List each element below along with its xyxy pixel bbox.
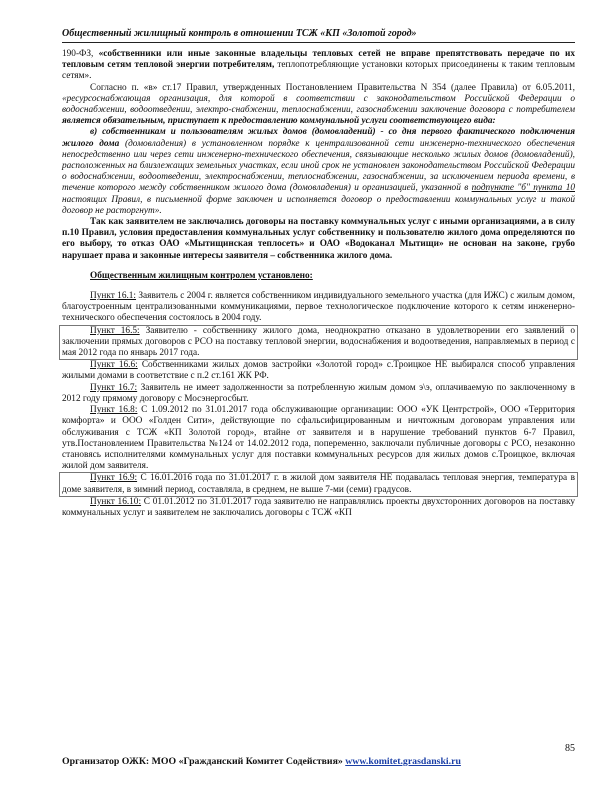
paragraph-clause-v — [62, 127, 575, 217]
text-run: теплопотребляющие установки которых присоединены к таким тепловым сетям». — [62, 60, 575, 82]
paragraph-conclusion: Так как заявителем не заключались договоры на поставку коммунальных услуг с иными организациями, а в силу п.10 Правил, условия предоставления коммунальных услуг собственнику и пользователю жилого дома определяются по его выбору, то отказ ОАО «Мытищинская теплосеть» и ОАО «Водоканал Мытищи» не основан на законе, грубо нарушает права и законные интересы заявителя – собственника жилого дома. — [62, 217, 575, 261]
item-label: Пункт 16.9: — [90, 473, 138, 484]
paragraph-rules — [62, 83, 575, 128]
item-label: Пункт 16.1: — [90, 291, 137, 302]
item-text: Заявителю - собственнику жилого дома, неоднократно отказано в удовлетворении его заявлений о заключении прямых договоров с РСО на поставку тепловой энергии, водоснабжения и водоотведения, направляемых в период с мая 2012 года по январь 2017 года. — [62, 325, 575, 359]
paragraph-law — [62, 49, 575, 83]
footer-text: Организатор ОЖК: МОО «Гражданский Комитет Содействия» — [62, 756, 346, 767]
footer — [62, 756, 461, 767]
bold-italic-quote: в) собственникам и пользователям жилых домов (домовладений) - со дня первого фактического подключения жилого дома — [62, 127, 575, 149]
item-16-5 — [59, 325, 578, 361]
item-label: Пункт 16.6: — [90, 360, 138, 371]
item-16-7 — [62, 383, 575, 405]
item-16-1 — [62, 291, 575, 325]
item-text: С 1.09.2012 по 31.01.2017 года обслуживающие организации: ООО «УК Центрстрой», ООО «Территория комфорта» и ООО «Голден Сити», действующие по сфальсифицированным и ничтожным договорам управления или обслуживания с ТСЖ «КП Золотой город», втайне от заявителя и в нарушение требований пунктов 6-7 Правил, утв.Постановлением Правительства №124 от 14.02.2012 года, попеременно, заключали публичные договоры с РСО, незаконно становясь исполнителями коммунальных услуг для поставки коммунальных ресурсов для жилых домов с.Троицкое, включая жилой дом заявителя. — [62, 405, 575, 472]
item-label: Пункт 16.7: — [90, 382, 138, 393]
document-body — [62, 49, 575, 519]
italic-quote: настоящих Правил, в письменной форме заключен и исполняется договор о предоставлении коммунальных услуг и такой договор не расторгнут». — [62, 194, 575, 216]
header-rule — [62, 42, 575, 43]
page-number: 85 — [565, 743, 575, 754]
item-16-6 — [62, 360, 575, 382]
item-text: Собственниками жилых домов застройки «Золотой город» с.Троицкое НЕ выбирался способ управления жилыми домами в соответствие с п.2 ст.161 ЖК РФ. — [62, 360, 575, 382]
italic-quote: «ресурсоснабжающая организация, для которой в соответствии с законодательством Российской Федерации о водоснабжении, водоотведении, электро-снабжении, теплоснабжении, газоснабжении заключение договора с потребителем — [62, 93, 575, 116]
item-16-10 — [62, 497, 575, 519]
text-run: 190-ФЗ, — [62, 49, 99, 59]
text-run: Согласно п. «в» ст.17 Правил, утвержденных Постановлением Правительства N 354 (далее Правила) от 6.05.2011, — [90, 82, 575, 93]
italic-quote: (домовладения) в установленном порядке к централизованной сети инженерно-технического обеспечения непосредственно или через сети инженерно-технического обеспечения, связывающие несколько жилых домов (домовладений), расположенных на близлежащих земельных участках, если иной срок не установлен законодательством Российской Федерации о водоснабжении, водоотведении, электроснабжении, теплоснабжении, газоснабжении, за исключением периода времени, в течение которого между собственником жилого дома (домовладения) и организацией, указанной в — [62, 138, 575, 194]
item-text: Заявитель с 2004 г. является собственником индивидуального земельного участка (для ИЖС) с жилым домом, благоустроенным централизованными коммуникациями, первое технологическое подключение которого к сетям инженерно-технического обеспечения состоялось в 2004 году. — [62, 291, 575, 324]
bold-italic-quote: является обязательным, приступает к предоставлению коммунальной услуги соответствующего вида: — [62, 116, 496, 127]
item-16-8 — [62, 405, 575, 472]
item-label: Пункт 16.5: — [90, 325, 140, 336]
item-text: С 01.01.2012 по 31.01.2017 года заявителю не направлялись проекты двухсторонних договоров на поставку коммунальных услуг и заявителем не заключались договоры с ТСЖ «КП — [62, 496, 575, 518]
item-label: Пункт 16.10: — [90, 496, 142, 507]
item-label: Пункт 16.8: — [90, 405, 138, 416]
running-header: Общественный жилищный контроль в отношении ТСЖ «КП «Золотой город» — [62, 28, 417, 39]
subclause-link[interactable]: подпункте "б" пункта 10 — [471, 183, 575, 194]
item-text: С 16.01.2016 года по 31.01.2017 г. в жилой дом заявителя НЕ подавалась тепловая энергия, температура в доме заявителя, в зимний период, составляла, в среднем, не выше 7-ми (семи) градусов. — [62, 473, 575, 495]
section-heading: Общественным жилищным контролем установлено: — [90, 270, 313, 281]
item-16-9 — [59, 472, 578, 496]
footer-link[interactable]: www.komitet.grasdanski.ru — [345, 756, 461, 767]
bold-quote: «собственники или иные законные владельцы тепловых сетей не вправе препятствовать передаче по их тепловым сетям тепловой энергии потребителям, — [62, 49, 575, 71]
item-text: Заявитель не имеет задолженности за потребленную жилым домом э\э, оплачиваемую по заключенному в 2012 году прямому договору с Мосэнергосбыт. — [62, 382, 575, 404]
